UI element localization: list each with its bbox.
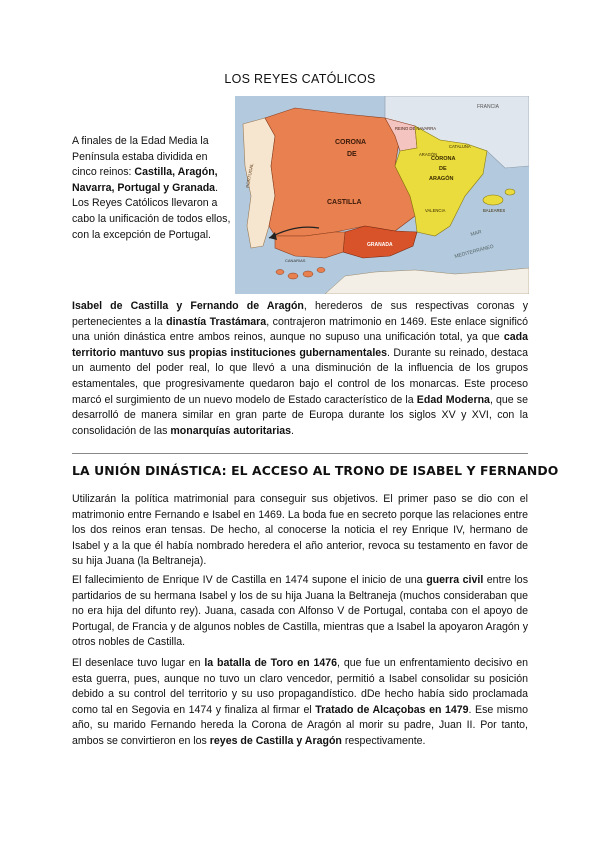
intro-kingdoms: Castilla, Aragón, Navarra, Portugal y Granada xyxy=(72,166,218,194)
label-corona-aragon: CORONA xyxy=(431,156,456,162)
label-mar: MAR xyxy=(469,229,483,238)
intro-text xyxy=(72,134,232,243)
section-divider xyxy=(72,453,528,454)
canarias-island xyxy=(276,270,284,275)
paragraph-text: El desenlace tuvo lugar en xyxy=(72,657,205,669)
paragraph-batalla-toro xyxy=(72,656,528,750)
canarias-island xyxy=(288,273,298,279)
intro-text-part: A finales de la Edad Media la Península estaba dividida en cinco reinos: xyxy=(72,135,209,179)
label-francia: FRANCIA xyxy=(477,104,499,110)
label-granada: GRANADA xyxy=(367,242,393,248)
label-aragon: ARAGÓN xyxy=(419,152,438,157)
label-valencia: VALENCIA xyxy=(425,208,446,213)
menorca-island xyxy=(505,189,515,195)
bold-guerra-civil: guerra civil xyxy=(426,574,484,586)
label-portugal: PORTUGAL xyxy=(245,162,255,189)
bold-reyes: reyes de Castilla y Aragón xyxy=(209,734,342,747)
paragraph-politica-matrimonial: Utilizarán la política matrimonial para conseguir sus objetivos. El primer paso se dio con el matrimonio entre Fernando e Isabel en 1469. La boda fue en secreto porque las relaciones entre los dos reinos eran tensas. De hecho, al conocerse la noticia el rey Enrique IV, hermano de Isabel y a la que él había nombrado heredera el año anterior, revoca su testamento en favor de su hija Juana (la Beltraneja). xyxy=(72,493,528,568)
label-corona-aragon-de: DE xyxy=(439,166,447,172)
label-navarra: REINO DE NAVARRA xyxy=(395,126,437,131)
bold-dynasty: dinastía Trastámara xyxy=(166,315,267,328)
bold-monarchs: Isabel de Castilla y Fernando de Aragón xyxy=(72,300,304,312)
paragraph-text: . Ese mismo año, su marido Fernando hereda la Corona de Aragón al morir su padre, Juan II. Por tanto, ambos se convirtieron en los xyxy=(72,703,528,747)
bold-monarquias: monarquías autoritarias xyxy=(170,424,292,437)
paragraph-text: , que fue un enfrentamiento decisivo en esta guerra, pues, aunque no tuvo un claro vencedor, permitió a Isabel consolidar su posición debido a su control del territorio y su uso propagandístico. dDe hecho había sido proclamada como tal en Segovia en 1474 y finaliza al firmar el xyxy=(72,657,529,716)
bold-institutions: cada territorio mantuvo sus propias instituciones gubernamentales xyxy=(72,331,528,359)
iberian-kingdoms-map xyxy=(235,96,529,294)
canarias-island xyxy=(317,268,325,273)
paragraph-text: entre los partidarios de su hermana Isabel y los de su hija Juana la Beltraneja (muchos consideraban que no era hija del difunto rey). Juana, casada con Alfonso V de Portugal, contaba con el apoyo de Portugal, de Francia y de algunos nobles de Castilla, mientras que a Isabel la apoyaron Aragón y otros nobles de Castilla. xyxy=(72,574,528,649)
label-corona-aragon-name: ARAGÓN xyxy=(429,176,454,182)
paragraph-reyes-catolicos xyxy=(72,299,528,439)
label-canarias: CANARIAS xyxy=(285,258,306,263)
bold-edad-moderna: Edad Moderna xyxy=(416,393,490,406)
paragraph-guerra-civil xyxy=(72,573,528,651)
label-corona: CORONA xyxy=(335,139,367,146)
baleares-island xyxy=(483,195,503,205)
label-baleares: BALEARES xyxy=(483,208,506,213)
paragraph-text: , que se desarrolló de manera similar en gran parte de Europa durante los siglos XV y XVI, con la consolidación de las xyxy=(72,393,528,437)
paragraph-text: . xyxy=(291,424,294,437)
bold-batalla-toro: la batalla de Toro en 1476 xyxy=(204,657,338,669)
intro-text-part: . Los Reyes Católicos llevaron a cabo la unificación de todos ellos, con la excepción de Portugal. xyxy=(72,181,231,241)
label-mediterraneo: MEDITERRÁNEO xyxy=(453,243,495,260)
page-title: LOS REYES CATÓLICOS xyxy=(224,72,376,86)
paragraph-text: , herederos de sus respectivas coronas y pertenecientes a la xyxy=(72,300,528,328)
section-heading: LA UNIÓN DINÁSTICA: EL ACCESO AL TRONO DE ISABEL Y FERNANDO xyxy=(72,463,559,478)
paragraph-text: . Durante su reinado, destaca un aumento del poder real, lo que llevó a una disminución de la influencia de los grupos estamentales, que progresivamente quedaron bajo el control de los monarcas. Este proceso marcó el surgimiento de un nuevo modelo de Estado característico de la xyxy=(72,346,529,406)
canarias-island xyxy=(303,271,313,277)
bold-tratado: Tratado de Alcaçobas en 1479 xyxy=(315,703,469,716)
label-de: DE xyxy=(347,151,357,158)
label-castilla: CASTILLA xyxy=(327,199,362,206)
paragraph-text: El fallecimiento de Enrique IV de Castilla en 1474 supone el inicio de una xyxy=(72,574,427,586)
paragraph-text: , contrajeron matrimonio en 1469. Este enlace significó una unión dinástica entre ambos reinos, aunque no supuso una unificación total, ya que xyxy=(72,315,528,344)
paragraph-text: respectivamente. xyxy=(341,734,426,747)
label-cataluna: CATALUÑA xyxy=(449,144,471,149)
